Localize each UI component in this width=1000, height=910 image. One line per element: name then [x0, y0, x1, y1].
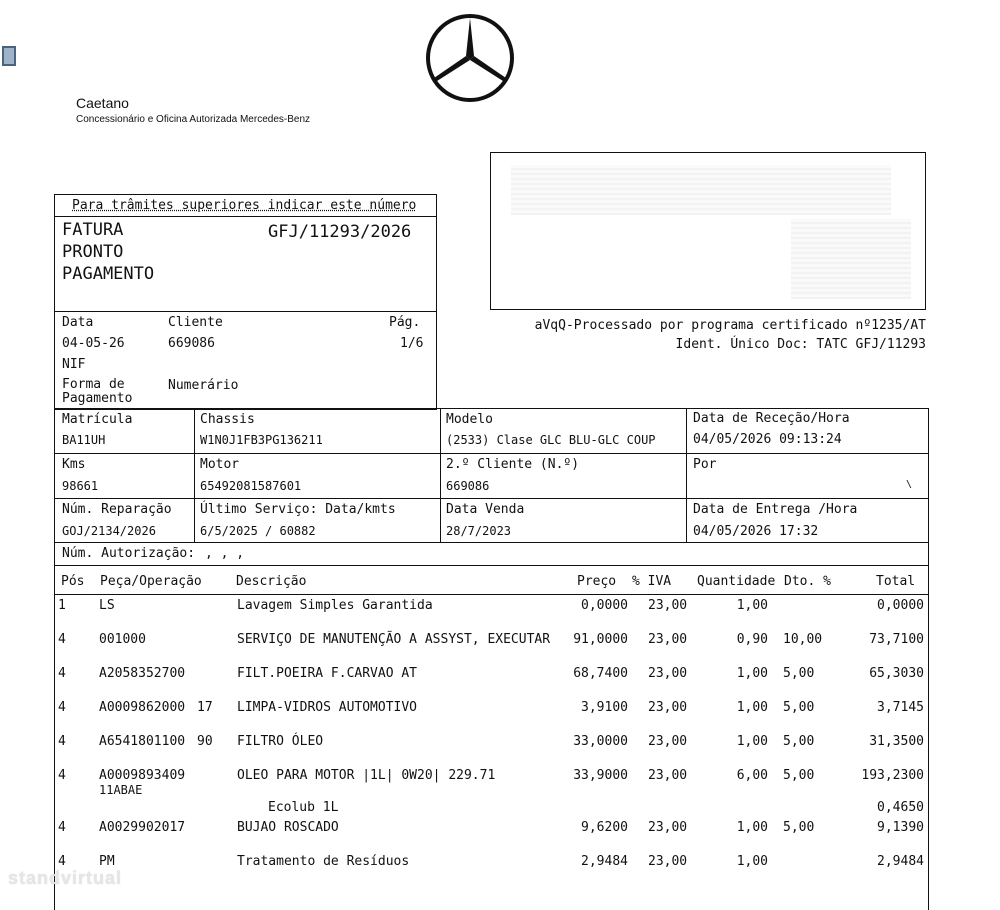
row-preco: 2,9484 — [581, 854, 628, 869]
data-venda-value: 28/7/2023 — [446, 524, 512, 538]
row-descricao: LIMPA-VIDROS AUTOMOTIVO — [237, 700, 418, 715]
row-iva: 23,00 — [648, 700, 688, 715]
row-peca: A2058352700 — [99, 666, 186, 681]
entrega-value: 04/05/2026 17:32 — [693, 524, 819, 539]
reparacao-value: GOJ/2134/2026 — [62, 524, 156, 538]
cliente-value: 669086 — [168, 336, 215, 351]
row-descricao: BUJAO ROSCADO — [237, 820, 339, 835]
row-peca-extra: 17 — [197, 700, 213, 715]
header-quantidade: Quantidade — [697, 574, 776, 589]
row-descricao: SERVIÇO DE MANUTENÇÃO A ASSYST, EXECUTAR — [237, 632, 551, 647]
header-iva: % IVA — [632, 574, 672, 589]
kms-label: Kms — [62, 457, 86, 472]
row-pos: 4 — [58, 820, 66, 835]
header-descricao: Descrição — [236, 574, 307, 589]
row-dto: 5,00 — [783, 700, 815, 715]
row-descricao: Lavagem Simples Garantida — [237, 598, 433, 613]
row-pos: 1 — [58, 598, 66, 613]
row-pos: 4 — [58, 632, 66, 647]
cliente2-label: 2.º Cliente (N.º) — [446, 457, 580, 472]
row-iva: 23,00 — [648, 734, 688, 749]
row-descricao: FILTRO ÓLEO — [237, 734, 324, 749]
watermark: standvirtual — [8, 868, 123, 888]
data-venda-label: Data Venda — [446, 502, 525, 517]
row-quantidade: 1,00 — [736, 820, 768, 835]
nif-label: NIF — [62, 357, 86, 372]
row-preco: 9,6200 — [581, 820, 628, 835]
autorizacao-value: , , , — [205, 546, 245, 561]
row-quantidade: 6,00 — [736, 768, 768, 783]
modelo-value: (2533) Clase GLC BLU-GLC COUP — [446, 433, 656, 447]
row-peca: A0009893409 — [99, 768, 186, 783]
row-peca-extra: 90 — [197, 734, 213, 749]
row-quantidade: 1,00 — [736, 700, 768, 715]
page-value: 1/6 — [400, 336, 424, 351]
row-peca: A0029902017 — [99, 820, 186, 835]
motor-label: Motor — [200, 457, 240, 472]
forma-label-1: Forma de — [62, 377, 125, 392]
por-label: Por — [693, 457, 717, 472]
row-total: 193,2300 — [861, 768, 924, 783]
matricula-value: BA11UH — [62, 433, 106, 447]
row-iva: 23,00 — [648, 632, 688, 647]
row-dto: 5,00 — [783, 820, 815, 835]
row-preco: 33,9000 — [573, 768, 628, 783]
row-pos: 4 — [58, 768, 66, 783]
certification-line-1: aVqQ-Processado por programa certificado nº1235/AT — [534, 318, 926, 333]
rececao-value: 04/05/2026 09:13:24 — [693, 432, 842, 447]
motor-value: 65492081587601 — [200, 479, 302, 493]
row-peca: A6541801100 — [99, 734, 186, 749]
row-quantidade: 1,00 — [736, 666, 768, 681]
row-pos: 4 — [58, 854, 66, 869]
chassis-value: W1N0J1FB3PG136211 — [200, 433, 323, 447]
row-pos: 4 — [58, 700, 66, 715]
cliente-label: Cliente — [168, 315, 223, 330]
data-value: 04-05-26 — [62, 336, 125, 351]
autorizacao-label: Núm. Autorização: — [62, 546, 196, 561]
row-iva: 23,00 — [648, 820, 688, 835]
row-preco: 68,7400 — [573, 666, 628, 681]
row-descricao: OLEO PARA MOTOR |1L| 0W20| 229.71 — [237, 768, 496, 783]
doc-type-line-1: FATURA — [62, 220, 124, 240]
row-iva: 23,00 — [648, 768, 688, 783]
entrega-label: Data de Entrega /Hora — [693, 502, 858, 517]
row-quantidade: 1,00 — [736, 598, 768, 613]
row-descricao: Ecolub 1L — [268, 800, 339, 815]
row-pos: 4 — [58, 666, 66, 681]
forma-label-2: Pagamento — [62, 391, 133, 406]
doc-number: GFJ/11293/2026 — [268, 222, 412, 242]
row-iva: 23,00 — [648, 598, 688, 613]
matricula-label: Matrícula — [62, 412, 133, 427]
modelo-label: Modelo — [446, 412, 493, 427]
row-preco: 0,0000 — [581, 598, 628, 613]
data-label: Data — [62, 315, 94, 330]
row-descricao: FILT.POEIRA F.CARVAO AT — [237, 666, 418, 681]
address-box — [490, 152, 926, 310]
vehicle-grid — [54, 408, 929, 543]
row-total: 0,4650 — [877, 800, 924, 815]
header-total: Total — [876, 574, 916, 589]
por-value: \ — [906, 479, 913, 490]
company-name: Caetano — [76, 95, 129, 111]
page-label: Pág. — [389, 315, 421, 330]
ultimo-servico-label: Último Serviço: Data/kmts — [200, 502, 396, 517]
chassis-label: Chassis — [200, 412, 255, 427]
row-peca: PM — [99, 854, 115, 869]
row-quantidade: 1,00 — [736, 734, 768, 749]
selection-marker-icon — [2, 46, 16, 66]
reparacao-label: Núm. Reparação — [62, 502, 172, 517]
ultimo-servico-value: 6/5/2025 / 60882 — [200, 524, 316, 538]
row-descricao: Tratamento de Resíduos — [237, 854, 410, 869]
header-peca: Peça/Operação — [100, 574, 202, 589]
header-dto: Dto. % — [784, 574, 831, 589]
row-total: 65,3030 — [869, 666, 924, 681]
doc-type-line-3: PAGAMENTO — [62, 264, 155, 284]
reference-caption: Para trâmites superiores indicar este número — [72, 198, 417, 213]
forma-value: Numerário — [168, 378, 239, 393]
row-iva: 23,00 — [648, 854, 688, 869]
row-total: 9,1390 — [877, 820, 924, 835]
row-total: 73,7100 — [869, 632, 924, 647]
header-pos: Pós — [61, 574, 85, 589]
row-peca: A0009862000 — [99, 700, 186, 715]
certification-line-2: Ident. Único Doc: TATC GFJ/11293 — [675, 337, 926, 352]
row-iva: 23,00 — [648, 666, 688, 681]
doc-type-line-2: PRONTO — [62, 242, 124, 262]
row-peca-line2: 11ABAE — [99, 783, 143, 797]
row-quantidade: 1,00 — [736, 854, 768, 869]
row-peca: LS — [99, 598, 115, 613]
company-subtitle: Concessionário e Oficina Autorizada Mercedes-Benz — [76, 114, 311, 125]
mercedes-star-logo — [424, 12, 516, 104]
row-dto: 5,00 — [783, 768, 815, 783]
row-dto: 5,00 — [783, 666, 815, 681]
row-total: 2,9484 — [877, 854, 924, 869]
row-dto: 5,00 — [783, 734, 815, 749]
row-preco: 91,0000 — [573, 632, 628, 647]
row-preco: 33,0000 — [573, 734, 628, 749]
cliente2-value: 669086 — [446, 479, 490, 493]
row-dto: 10,00 — [783, 632, 823, 647]
header-preco: Preço — [577, 574, 617, 589]
row-total: 3,7145 — [877, 700, 924, 715]
row-total: 0,0000 — [877, 598, 924, 613]
row-total: 31,3500 — [869, 734, 924, 749]
kms-value: 98661 — [62, 479, 99, 493]
row-pos: 4 — [58, 734, 66, 749]
row-peca: 001000 — [99, 632, 146, 647]
row-preco: 3,9100 — [581, 700, 628, 715]
row-quantidade: 0,90 — [736, 632, 768, 647]
rececao-label: Data de Receção/Hora — [693, 411, 850, 426]
